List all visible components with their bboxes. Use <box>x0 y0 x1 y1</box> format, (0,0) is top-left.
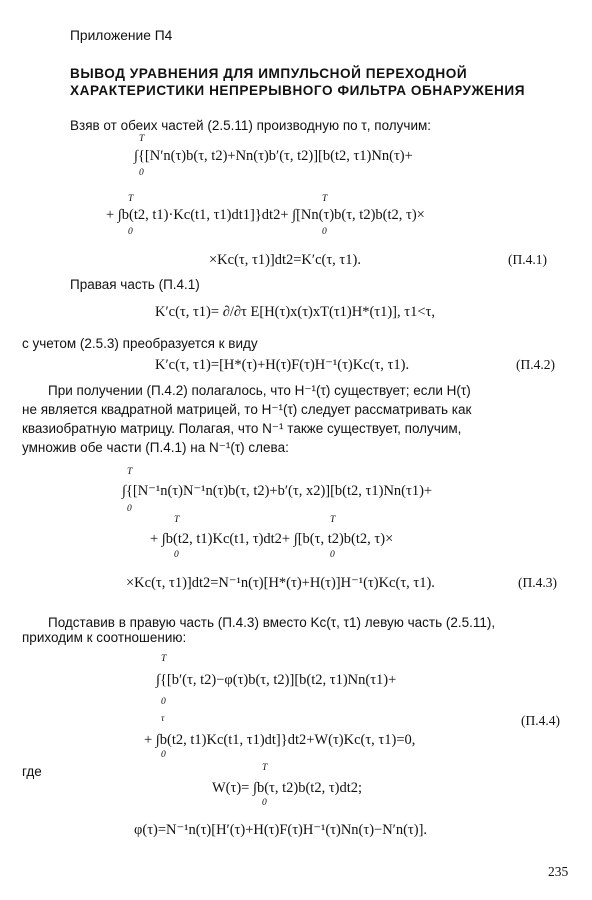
equation-p43-line3: ×Kc(τ, τ1)]dt2=N⁻¹n(τ)[H*(τ)+H(τ)]H⁻¹(τ)Kc(τ, τ1). <box>126 575 435 591</box>
paragraph-4-line1: При получении (П.4.2) полагалось, что H⁻¹(τ) существует; если H(τ) <box>48 383 471 398</box>
paragraph-3: с учетом (2.5.3) преобразуется к виду <box>22 336 258 351</box>
limit-lower: 0 <box>161 697 166 707</box>
equation-p44-line2: + ∫b(t2, t1)Kc(t1, τ1)dt]}dt2+W(τ)Kc(τ, τ1)=0, <box>144 732 416 748</box>
equation-p43-line1: ∫{[N⁻¹n(τ)N⁻¹n(τ)b(τ, t2)+b′(τ, x2)][b(t2, τ1)Nn(τ1)+ <box>122 483 433 499</box>
equation-p41-line2: + ∫b(t2, t1)·Kc(t1, τ1)dt1]}dt2+ ∫[Nn(τ)b(τ, t2)b(t2, τ)× <box>106 207 425 223</box>
equation-phi: φ(τ)=N⁻¹n(τ)[H′(τ)+H(τ)F(τ)H⁻¹(τ)Nn(τ)−N′n(τ)]. <box>134 822 428 838</box>
limit-lower: 0 <box>161 750 166 760</box>
equation-W: W(τ)= ∫b(τ, t2)b(t2, τ)dt2; <box>212 780 363 796</box>
section-heading-line2: ХАРАКТЕРИСТИКИ НЕПРЕРЫВНОГО ФИЛЬТРА ОБНАРУЖЕНИЯ <box>70 83 526 98</box>
limit-upper: T <box>262 763 268 773</box>
paragraph-5-line1: Подставив в правую часть (П.4.3) вместо Kc(τ, τ1) левую часть (2.5.11), <box>48 615 496 630</box>
limit-upper: τ <box>161 714 165 724</box>
limit-upper: T <box>322 194 328 204</box>
paragraph-4-line3: квазиобратную матрицу. Полагая, что N⁻¹ также существует, получим, <box>22 421 462 436</box>
paragraph-1: Взяв от обеих частей (2.5.11) производную по τ, получим: <box>70 118 432 133</box>
limit-lower: 0 <box>139 168 144 178</box>
paragraph-4-line4: умножив обе части (П.4.1) на N⁻¹(τ) слева: <box>22 440 289 455</box>
limit-lower: 0 <box>128 227 133 237</box>
limit-lower: 0 <box>330 550 335 560</box>
limit-lower: 0 <box>262 798 267 808</box>
equation-p43-line2: + ∫b(t2, t1)Kc(t1, τ)dt2+ ∫[b(τ, t2)b(t2, τ)× <box>150 531 394 547</box>
equation-number: (П.4.3) <box>518 575 557 590</box>
where-label: где <box>22 764 42 779</box>
appendix-title: Приложение П4 <box>70 28 173 43</box>
limit-lower: 0 <box>127 504 132 514</box>
page-number: 235 <box>548 864 569 879</box>
equation-number: (П.4.4) <box>521 713 560 728</box>
equation-number: (П.4.2) <box>516 357 555 372</box>
equation-p41-line1: ∫{[N′n(τ)b(τ, t2)+Nn(τ)b′(τ, t2)][b(t2, τ1)Nn(τ)+ <box>134 148 413 164</box>
paragraph-2: Правая часть (П.4.1) <box>70 277 200 292</box>
equation-p44-line1: ∫{[b′(τ, t2)−φ(τ)b(τ, t2)][b(t2, τ1)Nn(τ1)+ <box>156 672 397 688</box>
limit-upper: T <box>174 515 180 525</box>
equation-number: (П.4.1) <box>508 252 547 267</box>
section-heading-line1: ВЫВОД УРАВНЕНИЯ ДЛЯ ИМПУЛЬСНОЙ ПЕРЕХОДНОЙ <box>70 66 468 81</box>
paragraph-5-line2: приходим к соотношению: <box>22 630 187 645</box>
paragraph-4-line2: не является квадратной матрицей, то H⁻¹(τ) следует рассматривать как <box>22 402 472 417</box>
limit-upper: T <box>127 467 133 477</box>
limit-upper: T <box>128 194 134 204</box>
limit-lower: 0 <box>322 227 327 237</box>
limit-upper: T <box>161 654 167 664</box>
equation-p42: K′c(τ, τ1)=[H*(τ)+H(τ)F(τ)H⁻¹(τ)Kc(τ, τ1). <box>155 357 410 373</box>
limit-upper: T <box>330 515 336 525</box>
limit-lower: 0 <box>174 550 179 560</box>
equation-p41-line3: ×Kc(τ, τ1)]dt2=K′c(τ, τ1). <box>209 252 361 268</box>
limit-upper: T <box>139 134 145 144</box>
equation-right-part: K′c(τ, τ1)= ∂/∂τ E[H(τ)x(τ)xT(τ1)H*(τ1)], τ1<τ, <box>155 304 435 320</box>
